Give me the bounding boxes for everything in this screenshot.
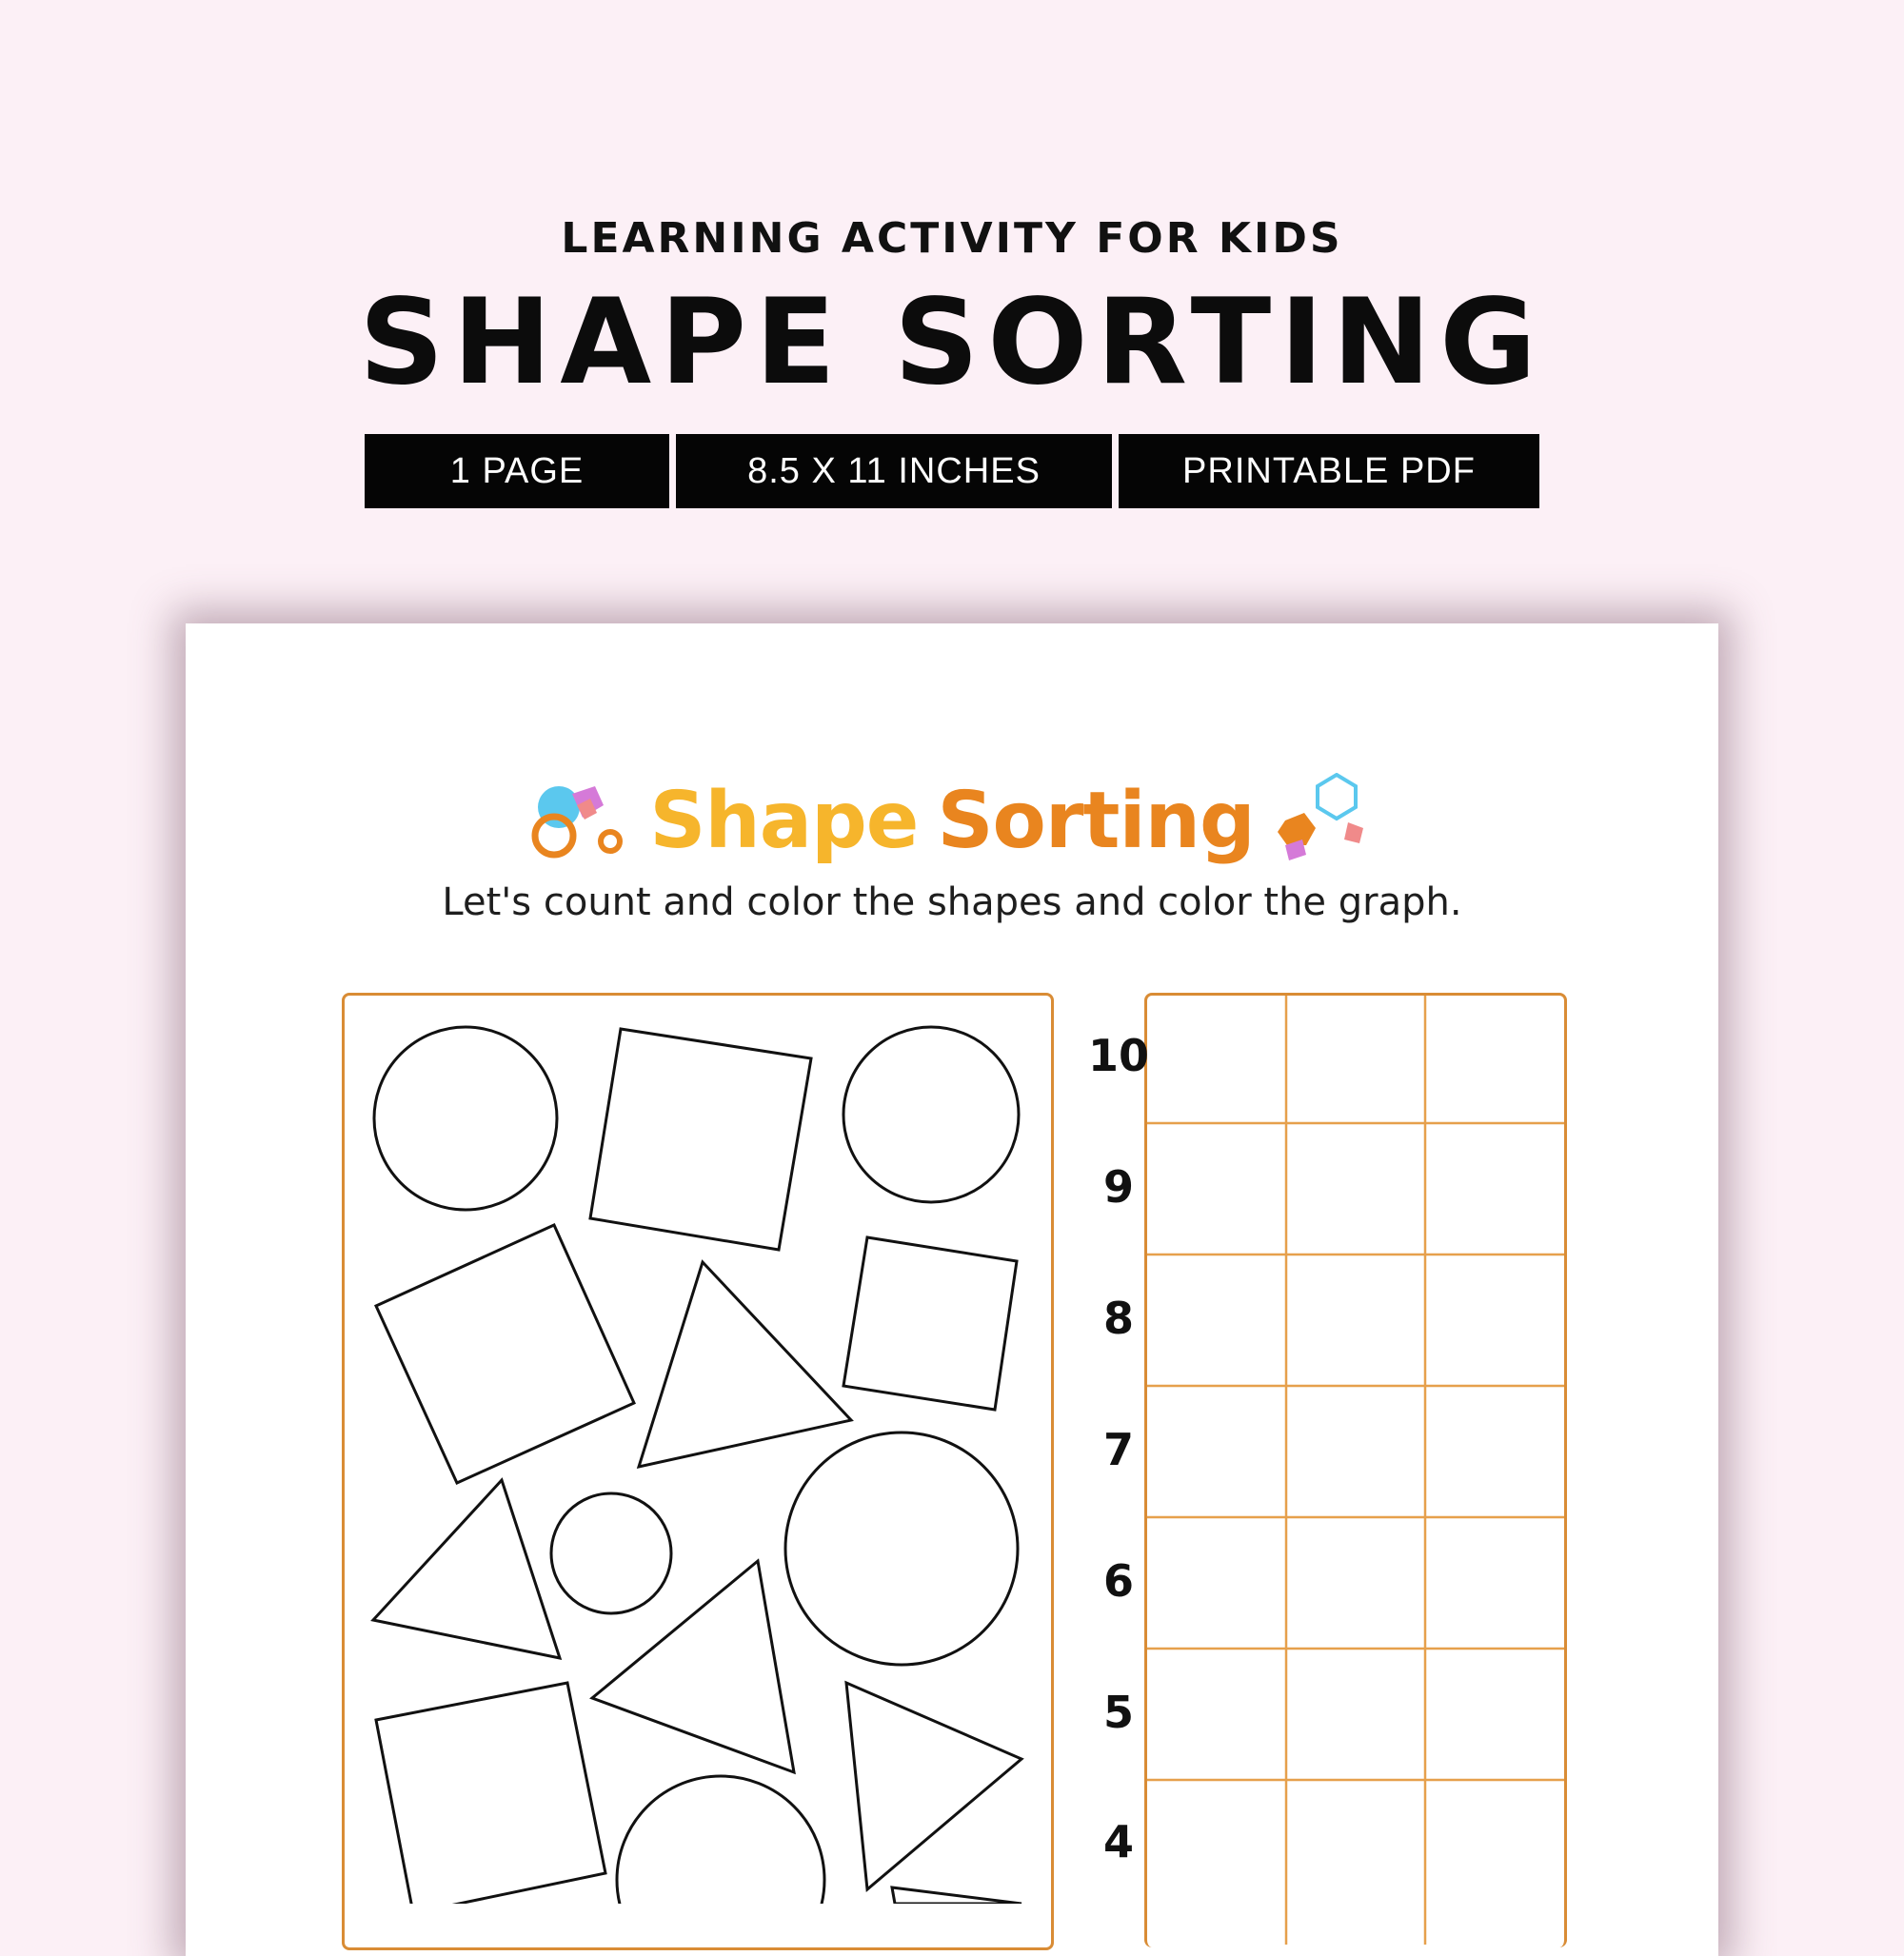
triangle-outline-1 [639,1262,851,1467]
badge-format: PRINTABLE PDF [1119,434,1539,508]
triangle-outline-2 [373,1480,560,1658]
triangle-outline-3 [592,1561,794,1772]
graph-label-8: 8 [1102,1293,1134,1344]
graph-label-7: 7 [1102,1424,1134,1475]
square-outline-2 [376,1225,634,1483]
square-outline-3 [843,1237,1017,1410]
square-outline-5-partial [892,1887,1021,1904]
worksheet-title-word-1: Shape [649,775,919,866]
circle-outline-4 [785,1432,1018,1665]
square-outline-1 [590,1029,811,1250]
graph-label-9: 9 [1102,1161,1134,1213]
circle-outline-1 [374,1027,557,1210]
worksheet-title-word-2: Sorting [937,775,1255,866]
circle-outline-3 [551,1493,671,1613]
circle-outline-2 [843,1027,1019,1202]
badge-pages: 1 PAGE [365,434,669,508]
page-title: SHAPE SORTING [359,274,1545,411]
graph-label-4: 4 [1102,1816,1134,1867]
square-outline-4 [376,1683,605,1904]
worksheet-instruction: Let's count and color the shapes and color the graph. [442,880,1462,924]
eyebrow-text: LEARNING ACTIVITY FOR KIDS [561,214,1343,263]
circle-outline-5 [617,1776,824,1904]
graph-grid-lines [1147,996,1564,1945]
graph-label-6: 6 [1102,1555,1134,1607]
graph-label-10: 10 [1087,1030,1149,1081]
badge-size: 8.5 X 11 INCHES [676,434,1112,508]
triangle-outline-4 [846,1683,1021,1889]
graph-label-5: 5 [1102,1687,1134,1738]
bar-graph-grid [1144,993,1567,1947]
